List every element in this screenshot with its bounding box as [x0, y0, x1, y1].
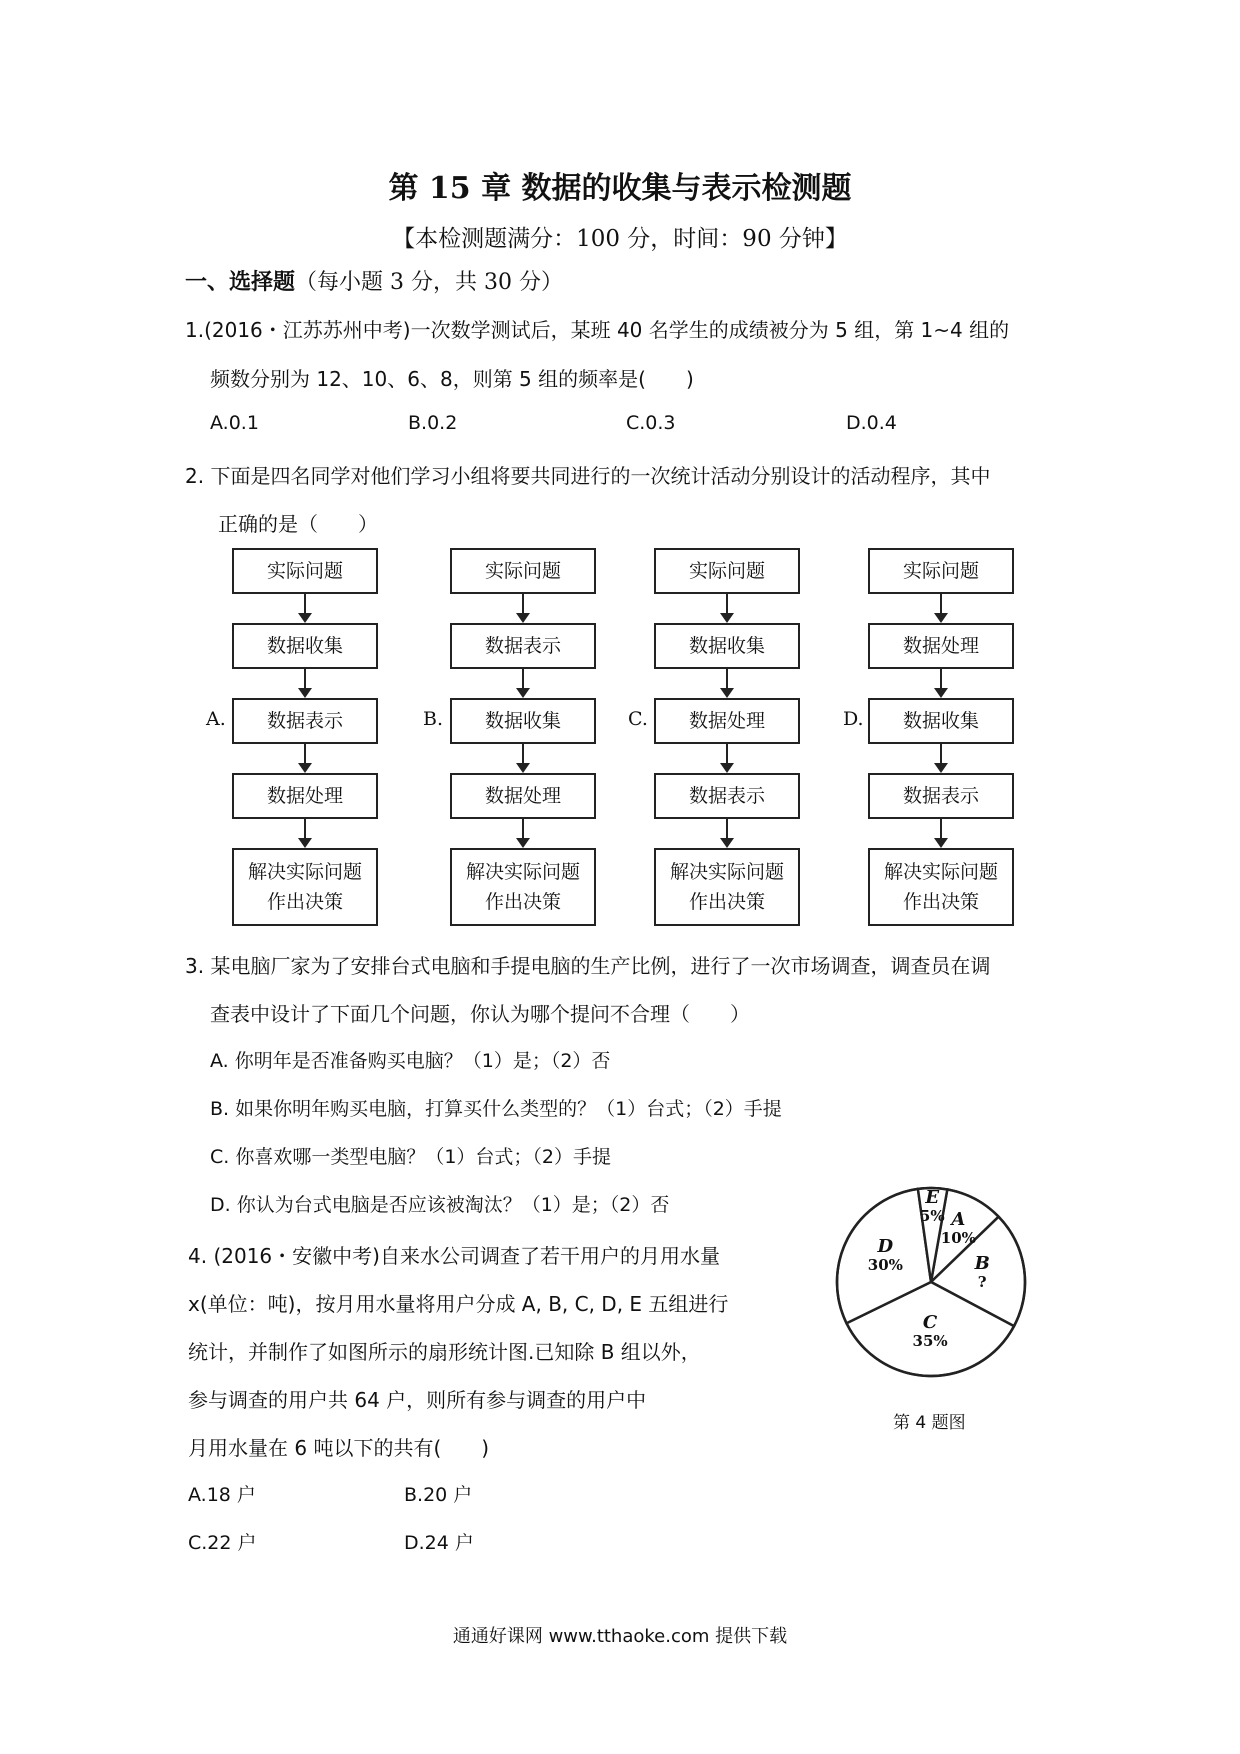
q4-option-b: B.20 户 — [404, 1484, 473, 1506]
flowchart-option-label: D. — [843, 708, 864, 730]
pie-label-c — [908, 1311, 952, 1350]
q1-option-c: C.0.3 — [626, 412, 676, 434]
flow-step-label: 解决实际问题 — [883, 861, 998, 883]
pie-label-value: 5% — [919, 1206, 945, 1225]
q1-line2: 频数分别为 12、10、6、8，则第 5 组的频率是( ) — [210, 367, 694, 391]
pie-label-name: B — [974, 1252, 990, 1274]
flow-step — [868, 698, 1014, 744]
arrow-down-icon — [720, 838, 734, 848]
arrow-down-icon — [934, 613, 948, 623]
q4-option-c: C.22 户 — [188, 1532, 257, 1554]
footer-text: 通通好课网 www.tthaoke.com 提供下载 — [452, 1626, 788, 1647]
flow-connector — [522, 669, 524, 688]
q2-line1: 2. 下面是四名同学对他们学习小组将要共同进行的一次统计活动分别设计的活动程序，其中 — [185, 464, 991, 488]
flow-step-label: 作出决策 — [688, 891, 765, 913]
q2-line2: 正确的是（ ） — [218, 512, 378, 536]
figure-caption: 第 4 题图 — [893, 1413, 966, 1433]
flowchart-option-label: B. — [423, 708, 444, 730]
arrow-down-icon — [934, 838, 948, 848]
q1-line1: 1.(2016・江苏苏州中考)一次数学测试后，某班 40 名学生的成绩被分为 5 组，第 1~4 组的 — [185, 318, 1010, 342]
q4-line2: x(单位：吨)，按月用水量将用户分成 A, B, C, D, E 五组进行 — [188, 1292, 729, 1316]
pie-label-value: 35% — [912, 1331, 948, 1350]
flow-step — [232, 623, 378, 669]
flow-step-label: 实际问题 — [688, 560, 765, 582]
arrow-down-icon — [720, 688, 734, 698]
arrow-down-icon — [298, 838, 312, 848]
q3-option-d: D. 你认为台式电脑是否应该被淘汰？（1）是；（2）否 — [210, 1194, 670, 1216]
flow-step — [232, 698, 378, 744]
flow-step-label: 数据收集 — [484, 710, 561, 732]
flow-step-label: 作出决策 — [484, 891, 561, 913]
flow-step-label: 数据收集 — [688, 635, 765, 657]
flow-step — [450, 548, 596, 594]
section-heading — [185, 265, 563, 296]
flow-connector — [940, 744, 942, 763]
q3-option-c: C. 你喜欢哪一类型电脑？（1）台式；（2）手提 — [210, 1146, 612, 1168]
flow-step — [868, 848, 1014, 926]
flowchart-option-label: A. — [206, 708, 226, 730]
q3-line1: 3. 某电脑厂家为了安排台式电脑和手提电脑的生产比例，进行了一次市场调查，调查员在调 — [185, 954, 991, 978]
arrow-down-icon — [516, 613, 530, 623]
flow-connector — [304, 594, 306, 613]
flow-step-label: 数据表示 — [484, 635, 561, 657]
pie-label-value: ? — [977, 1272, 987, 1291]
flow-connector — [522, 744, 524, 763]
flow-step-label: 实际问题 — [902, 560, 979, 582]
flow-step-label: 实际问题 — [266, 560, 343, 582]
flowchart-option-label: C. — [628, 708, 648, 730]
flow-connector — [522, 819, 524, 838]
flow-step — [868, 773, 1014, 819]
flow-step — [450, 773, 596, 819]
flow-step-label: 作出决策 — [266, 891, 343, 913]
section-title: 一、选择题 — [185, 269, 296, 295]
page-subtitle: 【本检测题满分：100 分，时间：90 分钟】 — [392, 226, 848, 252]
arrow-down-icon — [934, 688, 948, 698]
arrow-down-icon — [298, 613, 312, 623]
flow-connector — [940, 819, 942, 838]
flow-connector — [304, 744, 306, 763]
pie-label-value: 30% — [867, 1255, 903, 1274]
flow-step — [450, 848, 596, 926]
q1-option-d: D.0.4 — [846, 412, 897, 434]
pie-label-value: 10% — [940, 1228, 976, 1247]
q4-option-a: A.18 户 — [188, 1484, 256, 1506]
flow-step-label: 数据表示 — [688, 785, 765, 807]
flow-step-label: 作出决策 — [902, 891, 979, 913]
flow-step — [654, 848, 800, 926]
pie-label-d — [863, 1235, 907, 1274]
flow-step-label: 数据收集 — [266, 635, 343, 657]
q3-option-b: B. 如果你明年购买电脑，打算买什么类型的？（1）台式；（2）手提 — [210, 1098, 782, 1120]
flow-step-label: 数据处理 — [266, 785, 343, 807]
flow-step-label: 数据表示 — [266, 710, 343, 732]
pie-label-name: D — [877, 1235, 894, 1257]
flow-step — [654, 773, 800, 819]
q4-line4: 参与调查的用户共 64 户，则所有参与调查的用户中 — [188, 1388, 647, 1412]
flow-connector — [304, 819, 306, 838]
arrow-down-icon — [720, 613, 734, 623]
arrow-down-icon — [516, 688, 530, 698]
q3-option-a: A. 你明年是否准备购买电脑？（1）是；（2）否 — [210, 1050, 611, 1072]
flow-step-label: 解决实际问题 — [247, 861, 362, 883]
flow-connector — [726, 669, 728, 688]
flow-connector — [940, 594, 942, 613]
pie-label-e — [910, 1186, 954, 1225]
pie-label-name: A — [951, 1208, 966, 1230]
flow-step-label: 数据处理 — [902, 635, 979, 657]
flow-step — [868, 548, 1014, 594]
q4-line5: 月用水量在 6 吨以下的共有( ) — [188, 1436, 490, 1460]
flow-connector — [940, 669, 942, 688]
arrow-down-icon — [516, 763, 530, 773]
flow-step-label: 解决实际问题 — [669, 861, 784, 883]
pie-label-b — [960, 1252, 1004, 1291]
arrow-down-icon — [298, 688, 312, 698]
pie-label-name: E — [925, 1186, 940, 1208]
flow-connector — [726, 594, 728, 613]
q1-option-a: A.0.1 — [210, 412, 259, 434]
flow-step — [654, 548, 800, 594]
pie-label-name: C — [922, 1311, 938, 1333]
flow-step-label: 数据处理 — [688, 710, 765, 732]
flow-step-label: 解决实际问题 — [465, 861, 580, 883]
flow-step-label: 数据表示 — [902, 785, 979, 807]
flow-step-label: 数据处理 — [484, 785, 561, 807]
arrow-down-icon — [934, 763, 948, 773]
page-title: 第 15 章 数据的收集与表示检测题 — [388, 171, 852, 206]
flow-step — [654, 698, 800, 744]
flow-connector — [522, 594, 524, 613]
flow-step — [450, 698, 596, 744]
flow-step — [232, 548, 378, 594]
arrow-down-icon — [516, 838, 530, 848]
flow-step — [654, 623, 800, 669]
q4-line1: 4. (2016・安徽中考)自来水公司调查了若干用户的月用水量 — [188, 1244, 720, 1268]
flow-step-label: 数据收集 — [902, 710, 979, 732]
q3-line2: 查表中设计了下面几个问题，你认为哪个提问不合理（ ） — [210, 1002, 750, 1026]
flow-connector — [726, 744, 728, 763]
flow-connector — [304, 669, 306, 688]
flow-step — [450, 623, 596, 669]
q4-option-d: D.24 户 — [404, 1532, 474, 1554]
flow-step — [232, 773, 378, 819]
flow-step — [868, 623, 1014, 669]
q4-line3: 统计，并制作了如图所示的扇形统计图.已知除 B 组以外， — [188, 1340, 701, 1364]
flow-step — [232, 848, 378, 926]
flow-step-label: 实际问题 — [484, 560, 561, 582]
arrow-down-icon — [298, 763, 312, 773]
arrow-down-icon — [720, 763, 734, 773]
q1-option-b: B.0.2 — [408, 412, 458, 434]
section-note: （每小题 3 分，共 30 分） — [295, 270, 563, 295]
flow-connector — [726, 819, 728, 838]
